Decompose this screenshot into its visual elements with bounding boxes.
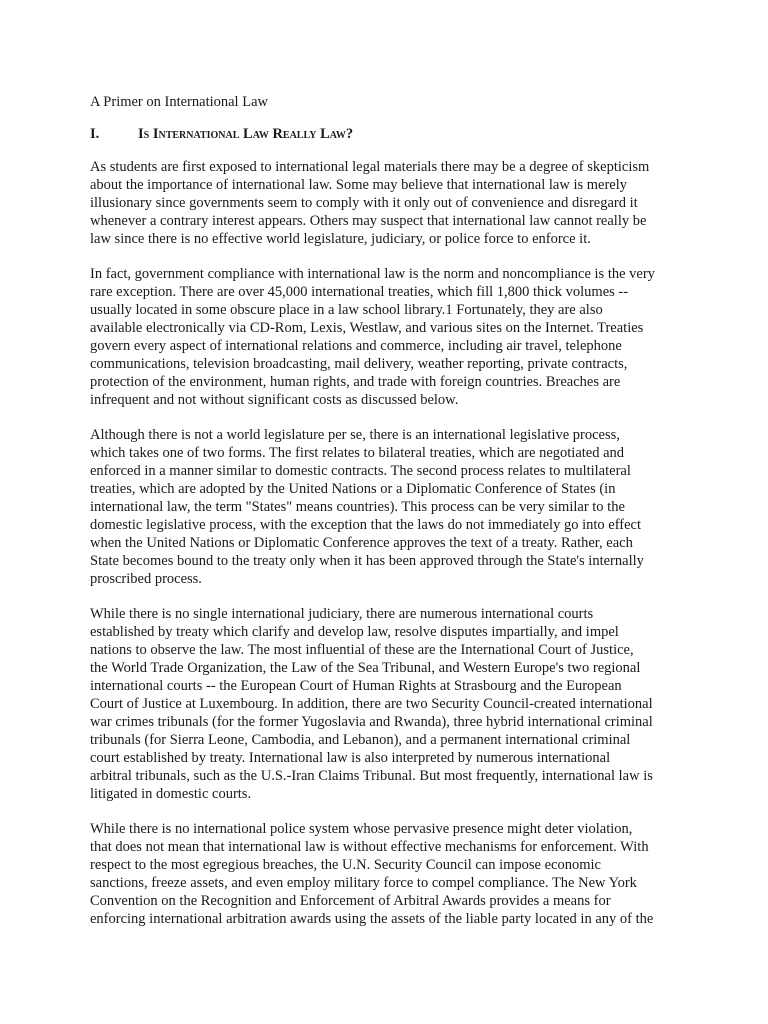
paragraph-judiciary: While there is no single international judiciary, there are numerous international courts established by treaty which clarify and develop law, resolve disputes impartially, and impel nations to observe the law. The most influential of these are the International Court of Justice, the World Trade Organization, the Law of the Sea Tribunal, and Western Europe's two regional international courts -- the European Court of Human Rights at Strasbourg and the European Court of Justice at Luxembourg. In addition, there are two Security Council-created international war crimes tribunals (for the former Yugoslavia and Rwanda), three hybrid international criminal tribunals (for Sierra Leone, Cambodia, and Lebanon), and a permanent international criminal court established by treaty. International law is also interpreted by numerous international arbitral tribunals, such as the U.S.-Iran Claims Tribunal. But most frequently, international law is litigated in domestic courts. <box>90 606 653 802</box>
section-number: I. <box>90 126 100 142</box>
document-title: A Primer on International Law <box>90 94 268 110</box>
section-heading <box>90 124 690 144</box>
section-title: Is International Law Really Law? <box>138 126 354 142</box>
paragraph-compliance: In fact, government compliance with international law is the norm and noncompliance is the very rare exception. There are over 45,000 international treaties, which fill 1,800 thick volumes -- usually located in some obscure place in a law school library.1 Fortunately, they are also available electronically via CD-Rom, Lexis, Westlaw, and various sites on the Internet. Treaties govern every aspect of international relations and commerce, including air travel, telephone communications, television broadcasting, mail delivery, weather reporting, private contracts, protection of the environment, human rights, and trade with foreign countries. Breaches are infrequent and not without significant costs as discussed below. <box>90 266 655 408</box>
paragraph-skepticism: As students are first exposed to international legal materials there may be a degree of skepticism about the importance of international law. Some may believe that international law is merely illusionary since governments seem to comply with it only out of convenience and disregard it whenever a contrary interest appears. Others may suspect that international law cannot really be law since there is no effective world legislature, judiciary, or police force to enforce it. <box>90 159 650 247</box>
paragraph-enforcement: While there is no international police system whose pervasive presence might deter violation, that does not mean that international law is without effective mechanisms for enforcement. With respect to the most egregious breaches, the U.N. Security Council can impose economic sanctions, freeze assets, and even employ military force to compel compliance. The New York Convention on the Recognition and Enforcement of Arbitral Awards provides a means for enforcing international arbitration awards using the assets of the liable party located in any of the <box>90 821 654 927</box>
paragraph-legislative-process: Although there is not a world legislature per se, there is an international legislative process, which takes one of two forms. The first relates to bilateral treaties, which are negotiated and enforced in a manner similar to domestic contracts. The second process relates to multilateral treaties, which are adopted by the United Nations or a Diplomatic Conference of States (in international law, the term "States" means countries). This process can be very similar to the domestic legislative process, with the exception that the laws do not immediately go into effect when the United Nations or Diplomatic Conference approves the text of a treaty. Rather, each State becomes bound to the treaty only when it has been approved through the State's internally proscribed process. <box>90 427 644 587</box>
document-page <box>90 92 690 945</box>
